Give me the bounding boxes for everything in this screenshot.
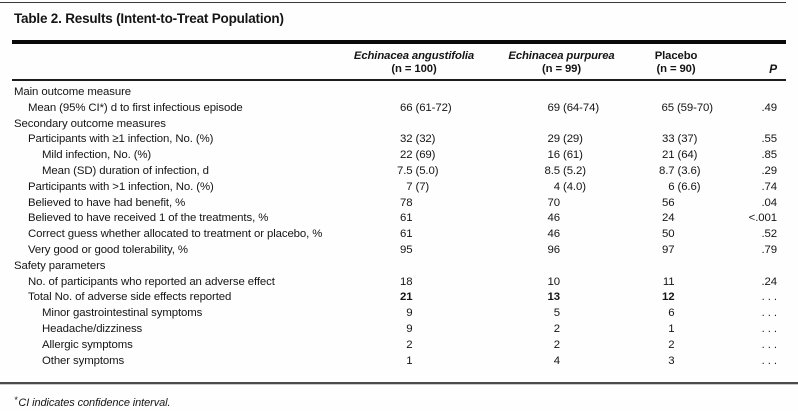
value-purpurea: 16 (61) (547, 149, 583, 162)
row-label: Mild infection, No. (%) (42, 149, 152, 162)
value-purpurea: 5 (553, 307, 560, 320)
table-body (14, 84, 784, 369)
row-label: Safety parameters (14, 259, 106, 272)
column-header-n: (n = 90) (656, 63, 696, 75)
row-label: Allergic symptoms (42, 338, 133, 351)
row-label: Mean (95% CI*) d to first infectious episode (28, 101, 243, 114)
value-placebo: 33 (37) (662, 133, 698, 146)
table-row (14, 258, 784, 274)
row-label: Very good or good tolerability, % (28, 244, 188, 257)
value-placebo: 21 (64) (662, 149, 698, 162)
value-placebo: 56 (662, 196, 675, 209)
value-angustifolia: 78 (400, 196, 413, 209)
column-header-name: Echinacea purpurea (508, 50, 615, 62)
value-p: .55 (761, 133, 777, 146)
value-purpurea: 46 (547, 228, 560, 241)
column-header-row (14, 44, 784, 79)
table-footnote (14, 395, 170, 409)
value-angustifolia: 9 (406, 323, 413, 336)
value-angustifolia: 95 (400, 244, 413, 257)
row-label: Secondary outcome measures (14, 117, 166, 130)
value-p: . . . (761, 291, 777, 304)
value-placebo: 8.7 (3.6) (658, 164, 701, 177)
table-title: Table 2. Results (Intent-to-Treat Population) (14, 11, 284, 26)
table-row (14, 147, 784, 163)
value-p: .85 (761, 149, 777, 162)
table-row (14, 226, 784, 242)
row-label: Participants with ≥1 infection, No. (%) (28, 133, 214, 146)
top-hairline-rule (0, 2, 786, 3)
value-p: . . . (761, 338, 777, 351)
table-row (14, 116, 784, 132)
table-row (14, 195, 784, 211)
value-p: .29 (761, 164, 777, 177)
table-row (14, 337, 784, 353)
footnote-text: CI indicates confidence interval. (18, 397, 171, 409)
row-label: No. of participants who reported an adverse effect (28, 275, 275, 288)
table-row (14, 321, 784, 337)
value-angustifolia: 9 (406, 307, 413, 320)
value-angustifolia: 2 (406, 338, 413, 351)
value-p: .79 (761, 244, 777, 257)
table-row (14, 163, 784, 179)
value-angustifolia: 1 (406, 354, 413, 367)
value-purpurea: 70 (547, 196, 560, 209)
value-purpurea: 96 (547, 244, 560, 257)
table-row (14, 274, 784, 290)
row-label: Believed to have received 1 of the treatments, % (28, 212, 269, 225)
value-angustifolia: 18 (400, 275, 413, 288)
column-header-p-value: P (769, 62, 777, 76)
value-placebo: 50 (662, 228, 675, 241)
value-angustifolia: 61 (400, 228, 413, 241)
value-purpurea: 8.5 (5.2) (544, 164, 586, 177)
table-row (14, 353, 784, 369)
table-row (14, 100, 784, 116)
value-placebo: 65 (59-70) (661, 101, 713, 114)
value-purpurea: 2 (553, 323, 560, 336)
value-placebo: 11 (662, 275, 675, 288)
column-header-n: (n = 99) (541, 63, 582, 75)
bottom-rule (0, 382, 798, 385)
column-header-n: (n = 100) (391, 63, 437, 75)
value-purpurea: 4 (4.0) (553, 180, 586, 193)
value-angustifolia: 7.5 (5.0) (396, 164, 439, 177)
value-p: .49 (761, 101, 777, 114)
column-header-name: Placebo (654, 50, 698, 62)
value-p: . . . (761, 307, 777, 320)
value-angustifolia: 32 (32) (400, 133, 436, 146)
value-p: .24 (761, 275, 777, 288)
value-purpurea: 46 (547, 212, 560, 225)
table-row (14, 242, 784, 258)
footnote-marker: * (14, 395, 18, 405)
value-angustifolia: 61 (400, 212, 413, 225)
row-label: Headache/dizziness (42, 323, 143, 336)
value-p: .04 (761, 196, 777, 209)
value-purpurea: 4 (553, 354, 560, 367)
value-placebo: 1 (668, 323, 675, 336)
row-label: Mean (SD) duration of infection, d (42, 164, 209, 177)
value-p: .74 (761, 180, 777, 193)
value-placebo: 6 (6.6) (668, 180, 701, 193)
column-header-name: Echinacea angustifolia (353, 50, 475, 62)
table-row (14, 290, 784, 306)
row-label: Main outcome measure (14, 85, 132, 98)
value-placebo: 6 (668, 307, 675, 320)
value-p: .52 (761, 228, 777, 241)
value-placebo: 2 (668, 338, 675, 351)
column-header-purpurea (484, 50, 639, 79)
table-row (14, 211, 784, 227)
row-label: Believed to have had benefit, % (28, 196, 186, 209)
value-purpurea: 13 (547, 291, 560, 304)
table-row (14, 131, 784, 147)
column-header-placebo (639, 50, 713, 79)
header-divider-rule (12, 79, 786, 81)
table-row (14, 84, 784, 100)
value-purpurea: 2 (553, 338, 560, 351)
value-angustifolia: 22 (69) (400, 149, 436, 162)
value-angustifolia: 66 (61-72) (400, 101, 452, 114)
row-label: Minor gastrointestinal symptoms (42, 307, 203, 320)
value-angustifolia: 21 (400, 291, 413, 304)
row-label: Correct guess whether allocated to treatment or placebo, % (28, 228, 323, 241)
value-placebo: 3 (668, 354, 675, 367)
value-purpurea: 69 (64-74) (547, 101, 600, 114)
value-placebo: 12 (662, 291, 675, 304)
column-header-angustifolia (344, 50, 484, 79)
row-label: Other symptoms (42, 354, 125, 367)
row-label: Total No. of adverse side effects reported (28, 291, 232, 304)
row-label: Participants with >1 infection, No. (%) (28, 180, 214, 193)
table-row (14, 179, 784, 195)
value-purpurea: 29 (29) (547, 133, 583, 146)
value-placebo: 24 (662, 212, 675, 225)
value-p: <.001 (748, 212, 777, 225)
value-angustifolia: 7 (7) (406, 180, 430, 193)
table-row (14, 305, 784, 321)
value-purpurea: 10 (547, 275, 560, 288)
value-p: . . . (761, 323, 777, 336)
value-p: . . . (761, 354, 777, 367)
value-placebo: 97 (662, 244, 675, 257)
